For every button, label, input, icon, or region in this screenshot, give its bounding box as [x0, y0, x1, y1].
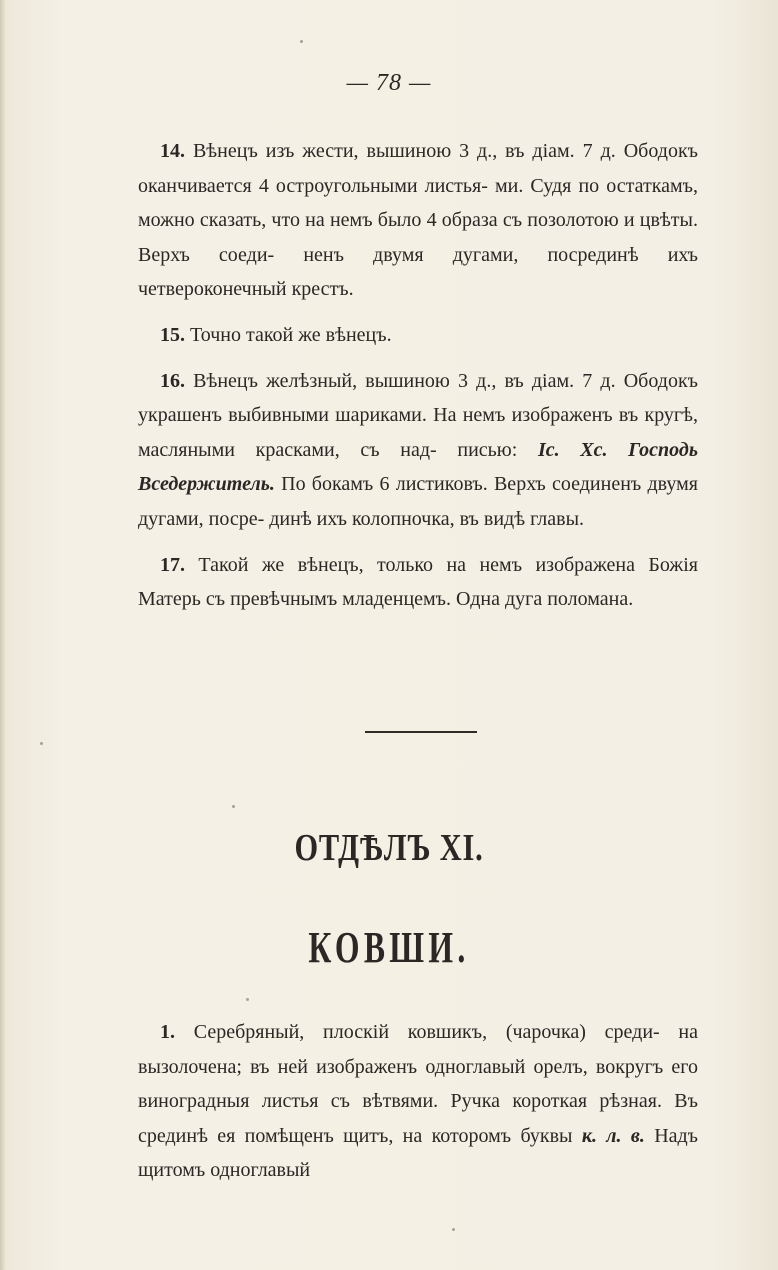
letters-text: к. л. в. — [581, 1124, 645, 1147]
entry-text: Вѣнецъ изъ жести, вышиною 3 д., въ діам. 7 д. Ободокъ оканчивается 4 остроугольными листья- ми. Судя по остаткамъ, можно сказать, что на немъ было 4 образа съ позолотою и цвѣты. Верхъ соеди- ненъ двумя дугами, посрединѣ ихъ четвероконечный крестъ. — [138, 140, 699, 301]
entry-number: 14. — [160, 140, 185, 162]
entry-text: Точно такой же вѣнецъ. — [190, 323, 392, 346]
entry-text: Вѣнецъ желѣзный, вышиною 3 д., въ діам. 7 д. Ободокъ украшенъ выбивными шариками. На немъ изображенъ въ кругѣ, масляными красками, съ над- писью: — [138, 369, 699, 461]
section-subtitle: КОВШИ. — [308, 923, 470, 972]
entry-1 — [138, 1015, 698, 1188]
entry-number: 15. — [160, 323, 185, 346]
entry-16 — [138, 364, 698, 537]
paper-speck — [232, 805, 235, 808]
section-title: ОТДѢЛЪ XI. — [294, 827, 484, 869]
inscription-text: Іс. Хс. Господь Вседержитель. — [138, 438, 698, 496]
section-divider — [365, 731, 477, 733]
entry-number: 16. — [160, 369, 185, 392]
entry-number: 17. — [160, 553, 185, 576]
entry-15 — [138, 318, 698, 353]
entries-bottom — [138, 1015, 698, 1188]
entry-text-continued: Надъ щитомъ одноглавый — [138, 1124, 699, 1182]
entry-text: Серебряный, плоскій ковшикъ, (чарочка) среди- на вызолочена; въ ней изображенъ одноглавый орелъ, вокругъ его виноградныя листья съ вѣтвями. Ручка короткая рѣзная. Въ срединѣ ея помѣщенъ щитъ, на которомъ буквы — [138, 1021, 698, 1147]
entries-top — [138, 134, 698, 617]
page-spine-shadow — [0, 0, 6, 1270]
entry-text: Такой же вѣнецъ, только на немъ изображена Божія Матерь съ превѣчнымъ младенцемъ. Одна дуга поломана. — [138, 553, 698, 611]
paper-speck — [40, 742, 43, 745]
entry-17 — [138, 548, 698, 617]
page-number: — 78 — — [346, 70, 432, 96]
paper-speck — [300, 40, 303, 43]
paper-speck — [452, 1228, 455, 1231]
entry-number: 1. — [160, 1021, 175, 1043]
entry-14 — [138, 134, 698, 307]
paper-speck — [246, 998, 249, 1001]
entry-text-continued: По бокамъ 6 листиковъ. Верхъ соединенъ двумя дугами, посре- динѣ ихъ колопночка, въ видѣ главы. — [138, 473, 699, 530]
